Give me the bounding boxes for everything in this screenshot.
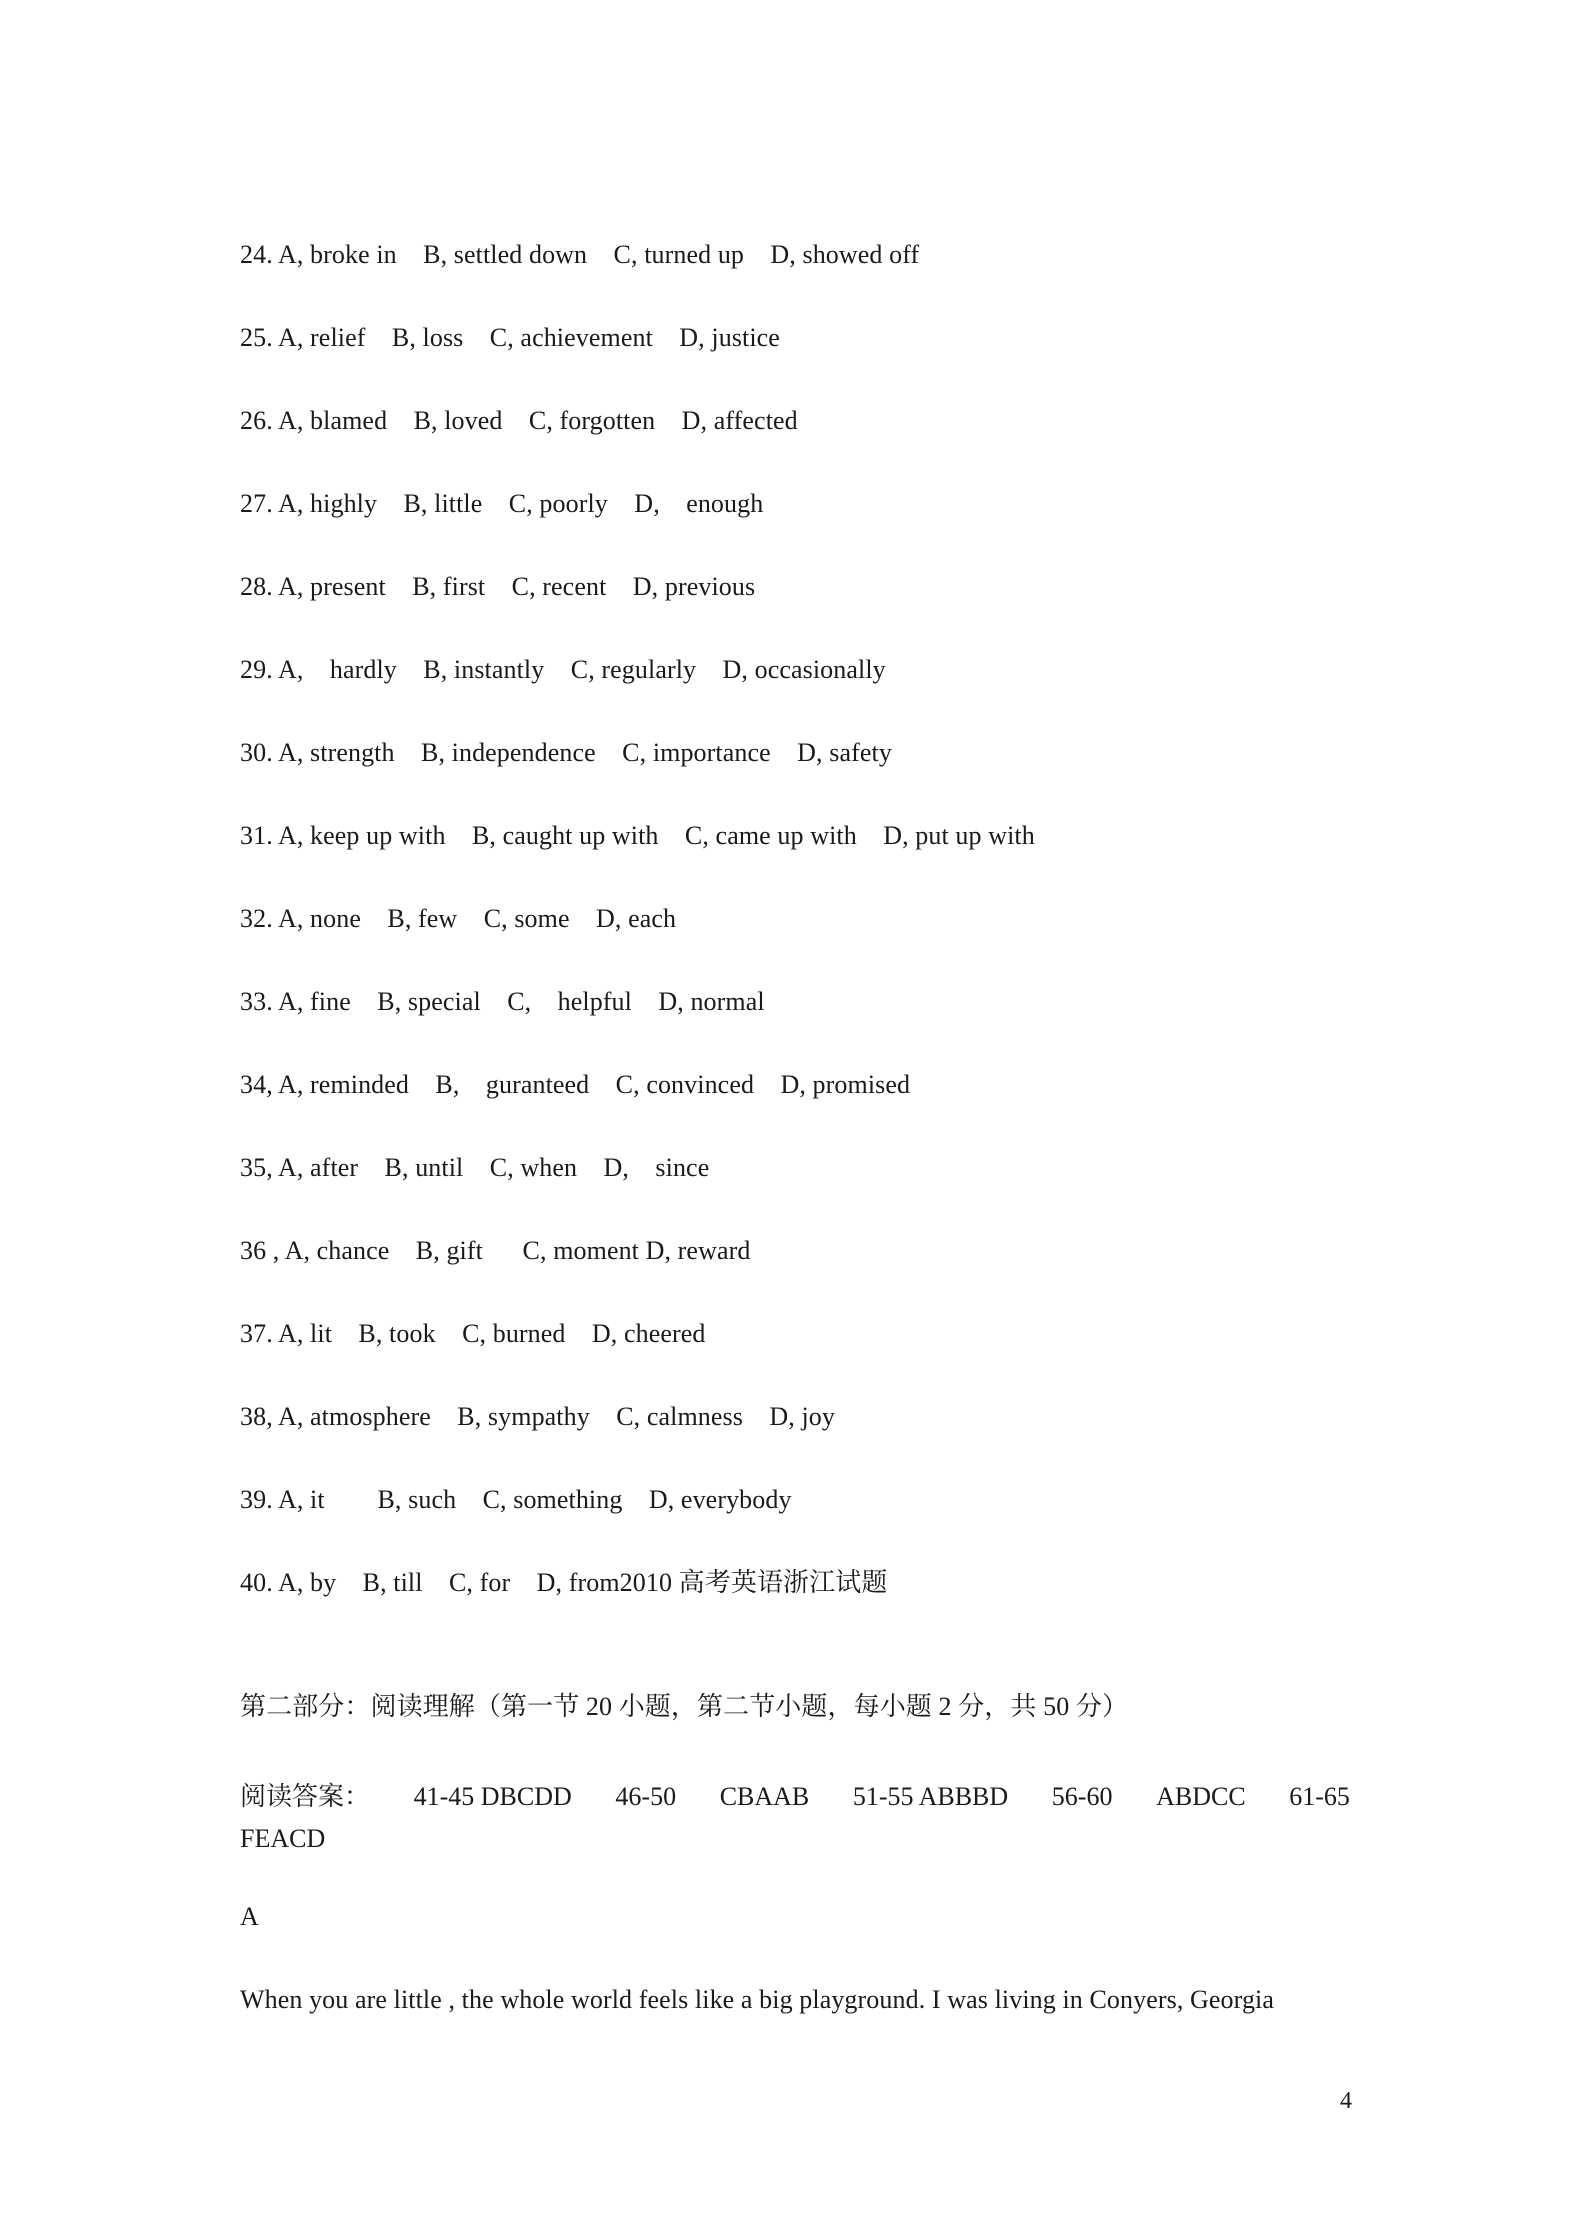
question-38: 38, A, atmosphere B, sympathy C, calmness D, joy xyxy=(240,1402,835,1431)
answer-group: 56-60 xyxy=(1051,1782,1113,1811)
question-34: 34, A, reminded B, guranteed C, convinced D, promised xyxy=(240,1070,911,1099)
question-28: 28. A, present B, first C, recent D, previous xyxy=(240,572,756,601)
reading-answers xyxy=(240,1776,1350,1860)
answers-label: 阅读答案： xyxy=(240,1782,371,1811)
section-title: 第二部分：阅读理解（第一节 20 小题，第二节小题，每小题 2 分，共 50 分） xyxy=(240,1692,1129,1721)
answers-row xyxy=(240,1776,1350,1818)
question-36: 36 , A, chance B, gift C, moment D, reward xyxy=(240,1236,751,1265)
question-35: 35, A, after B, until C, when D, since xyxy=(240,1153,710,1182)
answers-continuation: FEACD xyxy=(240,1824,326,1853)
question-31: 31. A, keep up with B, caught up with C, came up with D, put up with xyxy=(240,821,1035,850)
answer-group: 61-65 xyxy=(1289,1782,1350,1811)
answer-group: 51-55 ABBBD xyxy=(852,1782,1009,1811)
answer-group: ABDCC xyxy=(1156,1782,1246,1811)
question-37: 37. A, lit B, took C, burned D, cheered xyxy=(240,1319,706,1348)
question-33: 33. A, fine B, special C, helpful D, normal xyxy=(240,987,765,1016)
answer-group: CBAAB xyxy=(719,1782,810,1811)
question-29: 29. A, hardly B, instantly C, regularly D, occasionally xyxy=(240,655,886,684)
page-number: 4 xyxy=(1340,2088,1352,2114)
passage-first-line: When you are little , the whole world feels like a big playground. I was living in Conyers, Georgia xyxy=(240,1985,1275,2014)
passage-label: A xyxy=(240,1902,259,1931)
answer-group: 41-45 DBCDD xyxy=(413,1782,572,1811)
question-25: 25. A, relief B, loss C, achievement D, justice xyxy=(240,323,780,352)
question-39: 39. A, it B, such C, something D, everybody xyxy=(240,1485,792,1514)
question-40: 40. A, by B, till C, for D, from2010 高考英语浙江试题 xyxy=(240,1568,888,1597)
answer-group: 46-50 xyxy=(615,1782,677,1811)
question-24: 24. A, broke in B, settled down C, turned up D, showed off xyxy=(240,240,920,269)
question-27: 27. A, highly B, little C, poorly D, enough xyxy=(240,489,764,518)
question-30: 30. A, strength B, independence C, importance D, safety xyxy=(240,738,892,767)
question-26: 26. A, blamed B, loved C, forgotten D, affected xyxy=(240,406,798,435)
question-32: 32. A, none B, few C, some D, each xyxy=(240,904,677,933)
